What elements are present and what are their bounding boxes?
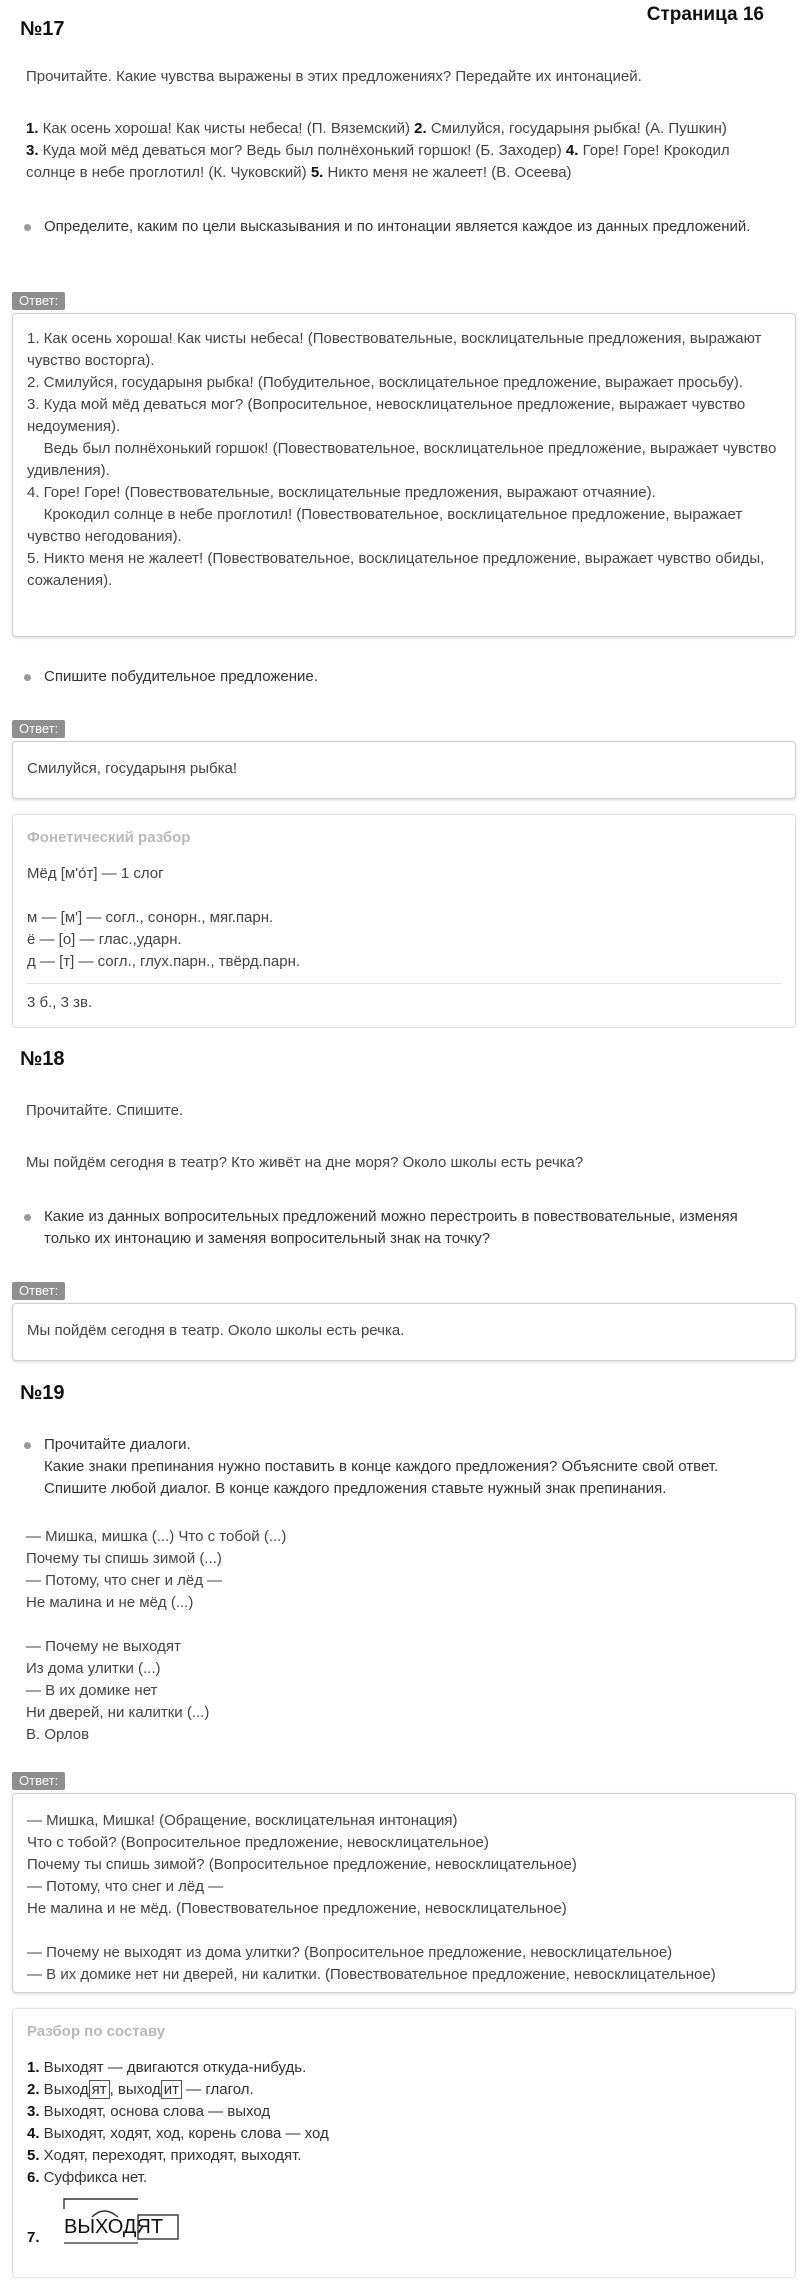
task-17-title: №17 bbox=[20, 18, 65, 40]
answer-line: Мы пойдём сегодня в театр. Около школы есть речка. bbox=[27, 1322, 405, 1339]
morpheme-line bbox=[27, 2079, 781, 2101]
task-18-title: №18 bbox=[20, 1048, 65, 1070]
answer-line: 5. Никто меня не жалеет! (Повествовательное, восклицательное предложение, выражает чувство обиды, сожаления). bbox=[27, 550, 765, 589]
task-17-sentences bbox=[26, 118, 780, 184]
answer-line: — Потому, что снег и лёд — bbox=[27, 1878, 224, 1895]
item-number: 6. bbox=[27, 2169, 40, 2186]
item-text: , выход bbox=[109, 2081, 161, 2098]
dialog-line: Не малина и не мёд (...) bbox=[26, 1594, 194, 1611]
answer-line: Смилуйся, государыня рыбка! bbox=[27, 760, 238, 777]
phonetic-summary: 3 б., 3 зв. bbox=[27, 994, 93, 1011]
dialog-line: Из дома улитки (...) bbox=[26, 1660, 161, 1677]
item-text: Выход bbox=[39, 2081, 89, 2098]
item-number: 2. bbox=[27, 2081, 40, 2098]
answer-line: Почему ты спишь зимой? (Вопросительное предложение, невосклицательное) bbox=[27, 1856, 577, 1873]
sentence-number: 3. bbox=[26, 142, 39, 159]
answer-line: — Мишка, Мишка! (Обращение, восклицательная интонация) bbox=[27, 1812, 458, 1829]
answer-line: — Почему не выходят из дома улитки? (Вопросительное предложение, невосклицательное) bbox=[27, 1944, 673, 1961]
answer-line bbox=[27, 1920, 781, 1942]
phonetic-analysis-box bbox=[12, 814, 796, 1028]
task-17-question-1: Определите, каким по цели высказывания и по интонации является каждое из данных предложений. bbox=[24, 216, 766, 238]
task-17-answer-2-box bbox=[12, 741, 796, 799]
ending-box: ит bbox=[161, 2080, 182, 2099]
dialog-line: Ни дверей, ни калитки (...) bbox=[26, 1704, 210, 1721]
item-text: Выходят, ходят, ход, корень слова — ход bbox=[39, 2125, 329, 2142]
task-19-question bbox=[24, 1434, 766, 1500]
answer-line: 4. Горе! Горе! (Повествовательные, восклицательные предложения, выражают отчаяние). bbox=[27, 484, 656, 501]
task-17-answer-1-box bbox=[12, 313, 796, 637]
sentence-text: Смилуйся, государыня рыбка! (А. Пушкин) bbox=[426, 120, 727, 137]
sentence-text: Никто меня не жалеет! (В. Осеева) bbox=[323, 164, 572, 181]
item-text: Суффикса нет. bbox=[39, 2169, 148, 2186]
phonetic-word: Мёд [м'о́т] — 1 слог bbox=[27, 865, 164, 882]
question-line: Спишите любой диалог. В конце каждого предложения ставьте нужный знак препинания. bbox=[44, 1480, 667, 1497]
answer-line: Крокодил солнце в небе проглотил! (Повествовательное, восклицательное предложение, выражает чувство негодования). bbox=[27, 506, 747, 545]
item-text: Выходят, основа слова — выход bbox=[39, 2103, 271, 2120]
task-18-text: Мы пойдём сегодня в театр? Кто живёт на дне моря? Около школы есть речка? bbox=[26, 1154, 584, 1171]
answer-label: Ответ: bbox=[12, 1282, 65, 1300]
answer-line: 3. Куда мой мёд деваться мог? (Вопросительное, невосклицательное предложение, выражает чувство недоумения). bbox=[27, 396, 746, 435]
item-text: Выходят — двигаются откуда-нибудь. bbox=[39, 2059, 307, 2076]
sentence-number: 1. bbox=[26, 120, 39, 137]
answer-line: 1. Как осень хороша! Как чисты небеса! (Повествовательные, восклицательные предложения, выражают чувство восторга). bbox=[27, 330, 762, 369]
answer-line: Ведь был полнёхонький горшок! (Повествовательное, восклицательное предложение, выражает чувство удивления). bbox=[27, 440, 781, 479]
question-line: Какие знаки препинания нужно поставить в конце каждого предложения? Объясните свой ответ. bbox=[44, 1458, 719, 1475]
answer-line: Что с тобой? (Вопросительное предложение, невосклицательное) bbox=[27, 1834, 489, 1851]
task-18-question: Какие из данных вопросительных предложений можно перестроить в повествовательные, изменяя только их интонацию и заменяя вопросительный знак на точку? bbox=[24, 1206, 766, 1250]
morpheme-analysis-box bbox=[12, 2008, 796, 2278]
ending-box: ят bbox=[89, 2080, 110, 2099]
sentence-number: 4. bbox=[565, 142, 579, 159]
phonetic-line: ё — [о] — глас.,ударн. bbox=[27, 931, 182, 948]
answer-label: Ответ: bbox=[12, 292, 65, 310]
answer-line: — В их домике нет ни дверей, ни калитки. (Повествовательное предложение, невосклицательное) bbox=[27, 1966, 716, 1983]
dialog-line: — В их домике нет bbox=[26, 1682, 158, 1699]
task-19-title: №19 bbox=[20, 1382, 65, 1404]
item-number: 7. bbox=[27, 2229, 40, 2246]
morpheme-line bbox=[27, 2167, 781, 2189]
sentence-number: 2. bbox=[414, 120, 427, 137]
sentence-text: Горе! Горе! Крокодил солнце в небе проглотил! (К. Чуковский) bbox=[26, 142, 730, 181]
phonetic-heading: Фонетический разбор bbox=[27, 829, 191, 846]
item-number: 1. bbox=[27, 2059, 40, 2076]
morpheme-line bbox=[27, 2101, 781, 2123]
answer-line: 2. Смилуйся, государыня рыбка! (Побудительное, восклицательное предложение, выражает просьбу). bbox=[27, 374, 743, 391]
item-text: Ходят, переходят, приходят, выходят. bbox=[39, 2147, 302, 2164]
sentence-text: Как осень хороша! Как чисты небеса! (П. Вяземский) bbox=[38, 120, 415, 137]
dialog-line: В. Орлов bbox=[26, 1726, 90, 1743]
answer-label: Ответ: bbox=[12, 1772, 65, 1790]
item-number: 5. bbox=[27, 2147, 40, 2164]
answer-label: Ответ: bbox=[12, 720, 65, 738]
phonetic-line: м — [м'] — согл., сонорн., мяг.парн. bbox=[27, 909, 274, 926]
stem-bracket bbox=[64, 2199, 138, 2209]
dialog-line: — Потому, что снег и лёд — bbox=[26, 1572, 223, 1589]
word-scheme-svg bbox=[54, 2191, 194, 2249]
task-17-instruction: Прочитайте. Какие чувства выражены в этих предложениях? Передайте их интонацией. bbox=[26, 68, 642, 85]
divider bbox=[27, 983, 781, 984]
sentence-number: 5. bbox=[310, 164, 324, 181]
page-number: Страница 16 bbox=[646, 4, 764, 25]
morpheme-line bbox=[27, 2145, 781, 2167]
dialog-line: — Мишка, мишка (...) Что с тобой (...) bbox=[26, 1528, 287, 1545]
scheme-word: ВЫХОДЯТ bbox=[63, 2216, 163, 2238]
answer-line: Не малина и не мёд. (Повествовательное предложение, невосклицательное) bbox=[27, 1900, 567, 1917]
morpheme-word-diagram bbox=[27, 2191, 781, 2249]
phonetic-line: д — [т] — согл., глух.парн., твёрд.парн. bbox=[27, 953, 301, 970]
task-18-instruction: Прочитайте. Спишите. bbox=[26, 1102, 184, 1119]
task-18-answer-box bbox=[12, 1303, 796, 1361]
item-text: — глагол. bbox=[182, 2081, 254, 2098]
sentence-text: Куда мой мёд деваться мог? Ведь был полнёхонький горшок! (Б. Заходер) bbox=[38, 142, 566, 159]
dialog-line: Почему ты спишь зимой (...) bbox=[26, 1550, 222, 1567]
item-number: 3. bbox=[27, 2103, 40, 2120]
morpheme-line bbox=[27, 2057, 781, 2079]
morpheme-line bbox=[27, 2123, 781, 2145]
task-19-dialog bbox=[26, 1526, 780, 1746]
dialog-line: — Почему не выходят bbox=[26, 1638, 181, 1655]
item-number: 4. bbox=[27, 2125, 40, 2142]
question-line: Прочитайте диалоги. bbox=[44, 1436, 191, 1453]
dialog-line bbox=[26, 1614, 780, 1636]
task-19-answer-box bbox=[12, 1793, 796, 1993]
task-17-question-2: Спишите побудительное предложение. bbox=[24, 666, 766, 688]
morpheme-heading: Разбор по составу bbox=[27, 2023, 166, 2040]
